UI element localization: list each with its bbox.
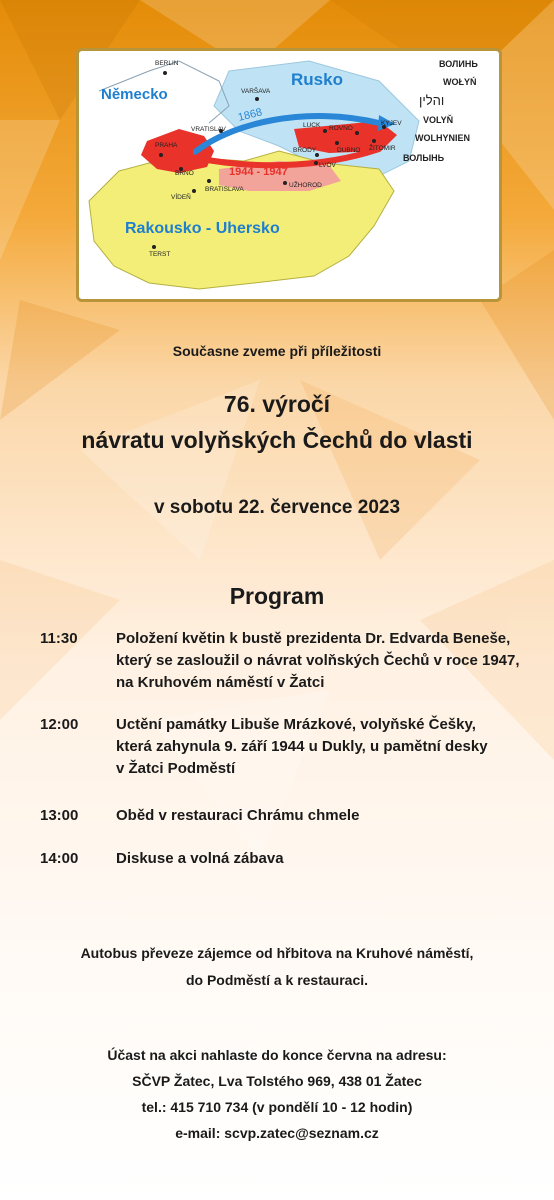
contact-email[interactable]: e-mail: scvp.zatec@seznam.cz: [175, 1125, 379, 1141]
austria-label: Rakousko - Uhersko: [125, 220, 280, 237]
contact-info: [0, 1042, 554, 1146]
city-dubno: DUBNO: [337, 147, 361, 154]
city-uzhhorod: UŽHOROD: [289, 182, 322, 189]
volhynia-name-5: WOLHYNIEN: [415, 133, 470, 143]
bus-info: [0, 940, 554, 994]
year-return: 1944 - 1947: [229, 166, 288, 178]
program-line: který se zasloužil o návrat volňských Čechů v roce 1947,: [116, 652, 520, 669]
city-lviv: LVOV: [319, 162, 336, 169]
program-description: [116, 628, 540, 694]
program-time: 14:00: [40, 850, 79, 867]
city-rivne: ROVNO: [329, 125, 353, 132]
city-prague: PRAHA: [155, 142, 178, 149]
intro-text: Současne zveme při příležitosti: [172, 343, 382, 359]
program-line: která zahynula 9. září 1944 u Dukly, u pamětní desky: [116, 738, 488, 755]
volhynia-name-2: WOŁYŃ: [443, 77, 477, 87]
program-time: 12:00: [40, 716, 79, 733]
program-line: Oběd v restauraci Chrámu chmele: [116, 807, 360, 824]
city-berlin: BERLIN: [155, 60, 179, 67]
volhynia-name-3: והלין: [419, 93, 445, 108]
city-trieste: TERST: [149, 251, 171, 258]
volhynia-name-6: ВОЛЫНЬ: [403, 153, 445, 163]
map-image: [76, 48, 502, 302]
volhynia-name-1: ВОЛИНЬ: [439, 59, 478, 69]
title-line-1: 76. výročí: [223, 391, 331, 417]
contact-address: SČVP Žatec, Lva Tolstého 969, 438 01 Žatec: [132, 1073, 422, 1089]
city-brno: BRNO: [175, 170, 194, 177]
program-description: [116, 848, 540, 870]
program-line: na Kruhovém náměstí v Žatci: [116, 674, 325, 691]
program-line: Diskuse a volná zábava: [116, 850, 284, 867]
city-wroclaw: VRATISLAV: [191, 126, 226, 133]
city-vienna: VÍDEŇ: [171, 194, 191, 201]
city-lutsk: LUCK: [303, 122, 321, 129]
russia-label: Rusko: [291, 70, 343, 89]
city-brody: BRODY: [293, 147, 317, 154]
city-warsaw: VARŠAVA: [241, 88, 271, 95]
contact-phone: tel.: 415 710 734 (v pondělí 10 - 12 hodin): [141, 1099, 413, 1115]
city-zhytomyr: ŽITOMIR: [369, 145, 396, 152]
program-heading: Program: [229, 583, 325, 609]
program-line: Uctění památky Libuše Mrázkové, volyňské Češky,: [116, 716, 476, 733]
program-time: 13:00: [40, 807, 79, 824]
city-kyiv: KYJEV: [381, 120, 402, 127]
program-description: [116, 714, 540, 780]
city-bratislava: BRATISLAVA: [205, 186, 244, 193]
program-line: Položení květin k bustě prezidenta Dr. Edvarda Beneše,: [116, 630, 511, 647]
event-date: v sobotu 22. července 2023: [153, 497, 401, 518]
bus-line-1: Autobus převeze zájemce od hřbitova na Kruhové náměstí,: [80, 945, 474, 961]
year-outbound: 1868: [236, 106, 264, 124]
title-line-2: návratu volyňských Čechů do vlasti: [81, 427, 473, 453]
contact-line-1: Účast na akci nahlaste do konce června na adresu:: [107, 1047, 447, 1063]
germany-label: Německo: [101, 86, 168, 103]
program-time: 11:30: [40, 630, 78, 647]
volhynia-name-4: VOLYŇ: [423, 115, 454, 125]
program-description: [116, 805, 540, 827]
bus-line-2: do Podměstí a k restauraci.: [185, 972, 369, 988]
program-line: v Žatci Podměstí: [116, 760, 236, 777]
